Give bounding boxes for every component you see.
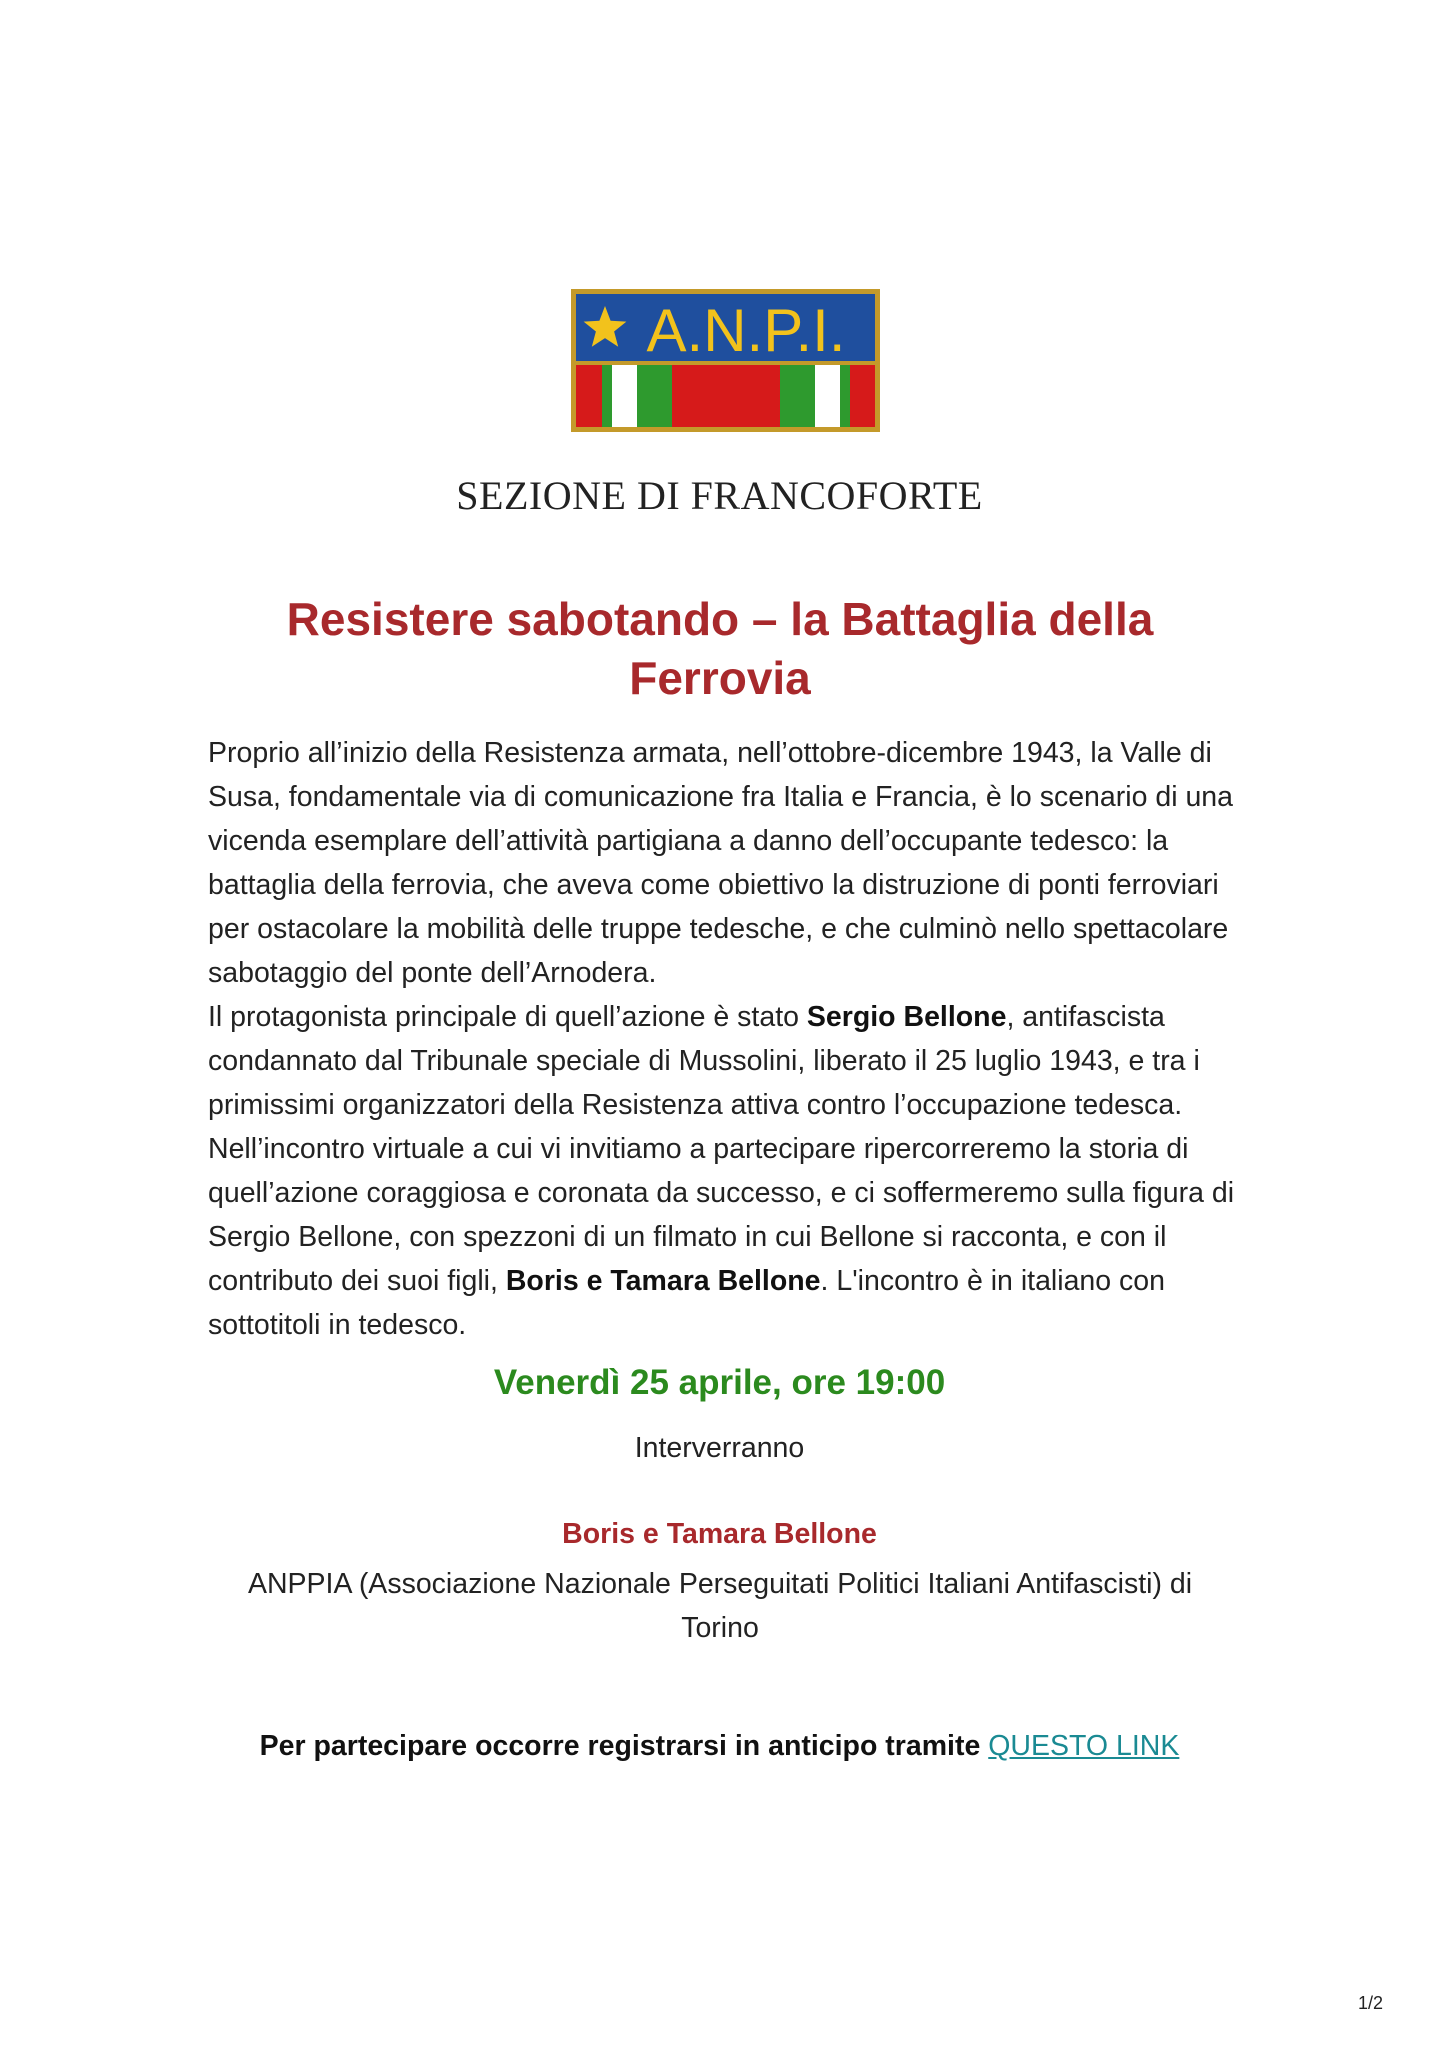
registration-note: Per partecipare occorre registrarsi in anticipo tramite QUESTO LINK [259, 1730, 1180, 1762]
logo-green-stripe [780, 365, 815, 427]
anpi-logo [571, 289, 880, 432]
logo-red-stripe [672, 365, 780, 427]
description-paragraph: Proprio all’inizio della Resistenza armata, nell’ottobre-dicembre 1943, la Valle di Susa, fondamentale via di comunicazione fra Italia e Francia, è lo scenario di una vicenda esemplare dell’attività partigiana a danno dell’occupante tedesco: la battaglia della ferrovia, che aveva come obiettivo la distruzione di ponti ferroviari per ostacolare la mobilità delle truppe tedesche, e che culminò nello spettacolare sabotaggio del ponte dell’Arnodera. [208, 737, 1233, 989]
page-title: Resistere sabotando – la Battaglia della Ferrovia [286, 593, 1154, 704]
logo-red-stripe [576, 365, 602, 427]
description-paragraph: Nell’incontro virtuale a cui vi invitiamo a partecipare ripercorreremo la storia di quell’azione coraggiosa e coronata da successo, e ci soffermeremo sulla figura di Sergio Bellone, con spezzoni di un filmato in cui Bellone si racconta, e con il contributo dei suoi figli, Boris e Tamara Bellone. L'incontro è in italiano con sottotitoli in tedesco. [208, 1133, 1235, 1341]
section-title: SEZIONE DI FRANCOFORTE [456, 473, 983, 518]
event-description [208, 731, 1248, 1347]
guests-name: Boris e Tamara Bellone [505, 1265, 821, 1297]
speaker-names: Boris e Tamara Bellone [562, 1518, 877, 1550]
event-date: Venerdì 25 aprile, ore 19:00 [493, 1363, 946, 1402]
logo-green-stripe [840, 365, 850, 427]
speaker-organization: ANPPIA (Associazione Nazionale Perseguitati Politici Italiani Antifascisti) di Torino [247, 1568, 1193, 1644]
speakers-heading: Interverranno [634, 1432, 805, 1464]
logo-red-stripe [850, 365, 875, 427]
logo-white-stripe [815, 365, 840, 427]
logo-text: A.N.P.I. [646, 297, 846, 364]
page-number: 1/2 [1357, 1993, 1383, 2013]
logo-green-stripe [602, 365, 612, 427]
protagonist-name: Sergio Bellone [806, 1001, 1007, 1033]
logo-white-stripe [612, 365, 637, 427]
registration-link[interactable]: QUESTO LINK [988, 1730, 1180, 1762]
logo-green-stripe [637, 365, 672, 427]
description-paragraph: Il protagonista principale di quell’azione è stato Sergio Bellone, antifascista condannato dal Tribunale speciale di Mussolini, liberato il 25 luglio 1943, e tra i primissimi organizzatori della Resistenza attiva contro l’occupazione tedesca. [208, 1001, 1200, 1121]
